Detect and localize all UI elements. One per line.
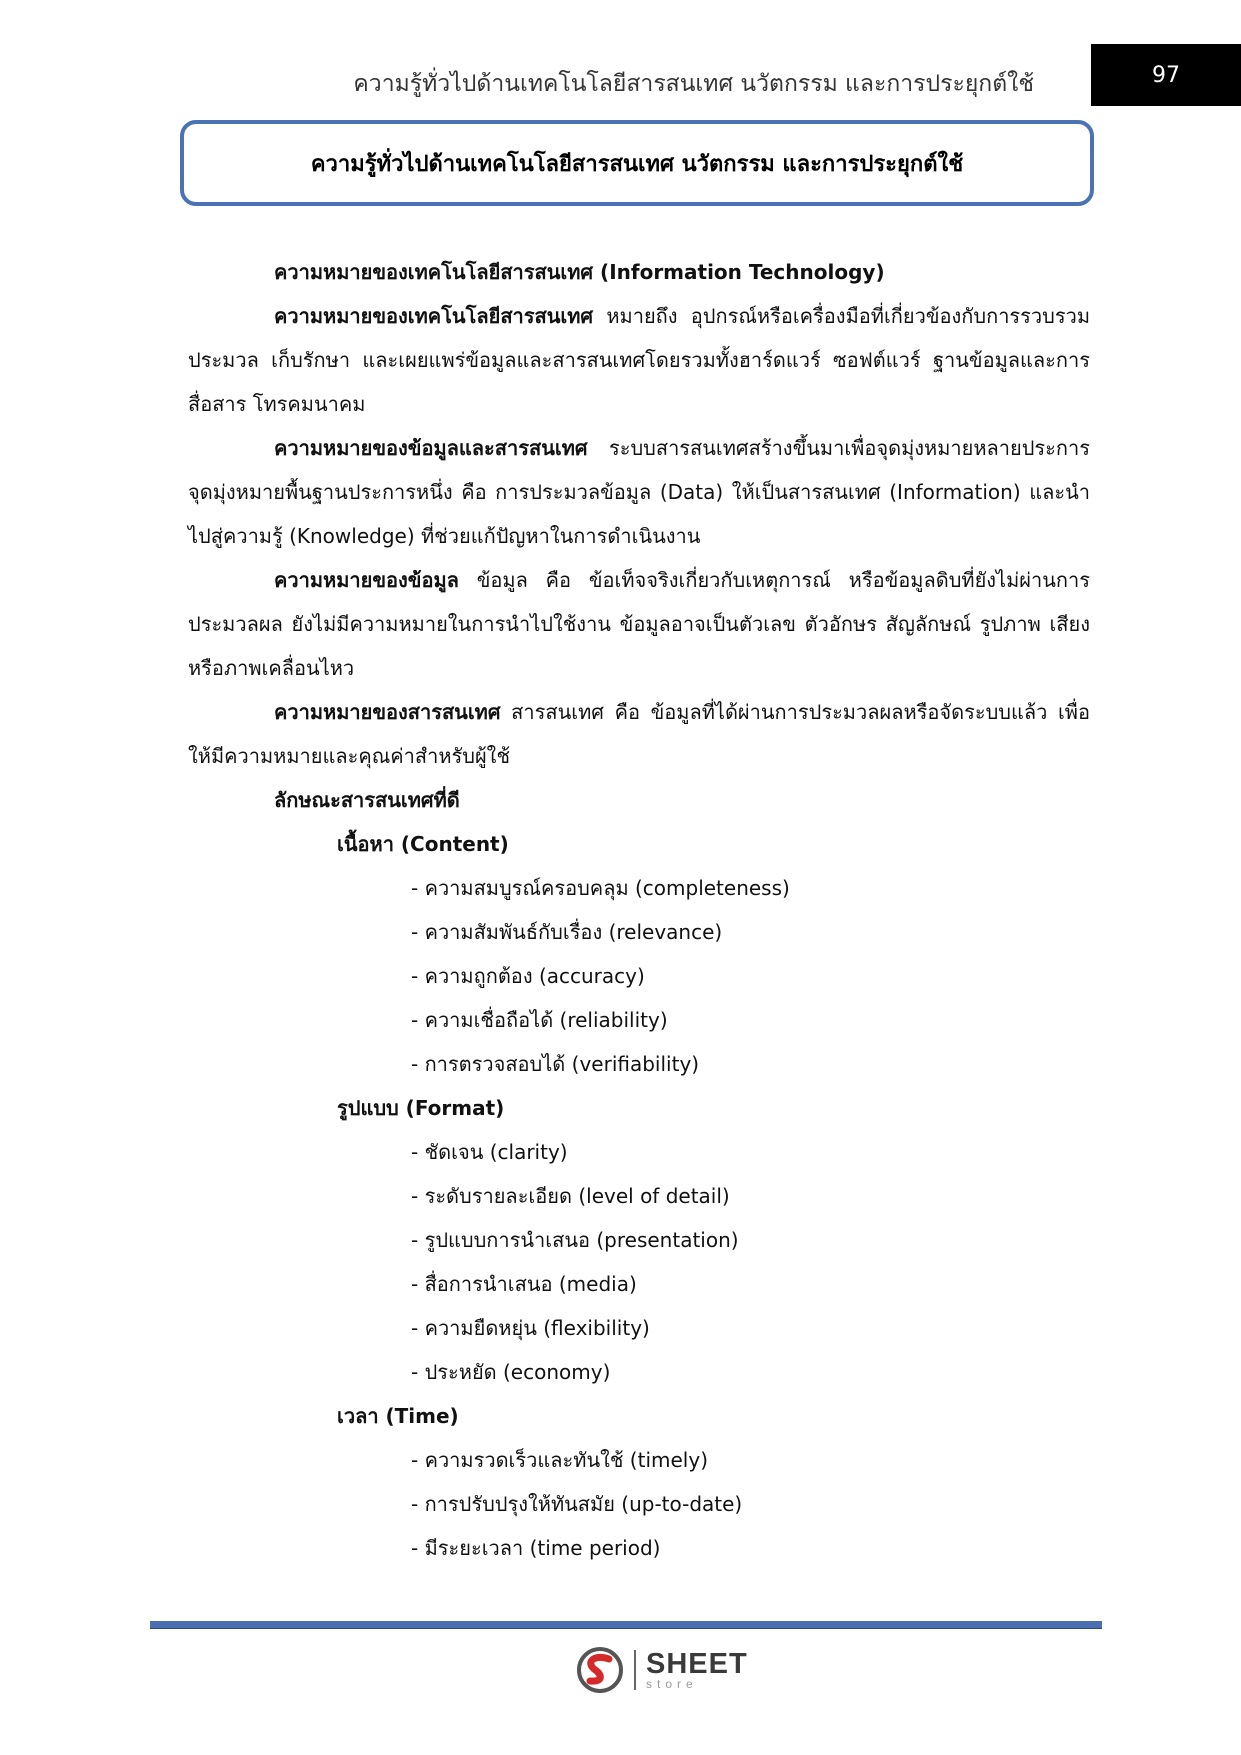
- list-item: - สื่อการนำเสนอ (media): [411, 1272, 637, 1296]
- list-item: - ความยืดหยุ่น (flexibility): [411, 1316, 650, 1340]
- term-info: ความหมายของสารสนเทศ: [274, 700, 501, 724]
- brand-subtitle: store: [646, 1677, 698, 1691]
- brand-name: SHEET: [646, 1648, 748, 1680]
- chapter-title-box: [180, 120, 1094, 206]
- paragraph-text: ระบบสารสนเทศสร้างขึ้นมาเพื่อจุดมุ่งหมายหลายประการจุดมุ่งหมายพื้นฐานประการหนึ่ง คือ การประมวลข้อมูล (Data) ให้เป็นสารสนเทศ (Information) และนำไปสู่ความรู้ (Knowledge) ที่ช่วยแก้ปัญหาในการดำเนินงาน: [188, 436, 1090, 548]
- running-header-title: ความรู้ทั่วไปด้านเทคโนโลยีสารสนเทศ นวัตกรรม และการประยุกต์ใช้: [353, 71, 1034, 97]
- paragraph-text: หมายถึง อุปกรณ์หรือเครื่องมือที่เกี่ยวข้องกับการรวบรวมประมวล เก็บรักษา และเผยแพร่ข้อมูลและสารสนเทศโดยรวมทั้งฮาร์ดแวร์ ซอฟต์แวร์ ฐานข้อมูลและการสื่อสาร โทรคมนาคม: [188, 304, 1090, 416]
- list-item: - ชัดเจน (clarity): [411, 1140, 568, 1164]
- paragraph-text: ข้อมูล คือ ข้อเท็จจริงเกี่ยวกับเหตุการณ์ หรือข้อมูลดิบที่ยังไม่ผ่านการประมวลผล ยังไม่มีความหมายในการนำไปใช้งาน ข้อมูลอาจเป็นตัวเลข ตัวอักษร สัญลักษณ์ รูปภาพ เสียง หรือภาพเคลื่อนไหว: [188, 568, 1090, 680]
- characteristics-heading: ลักษณะสารสนเทศที่ดี: [274, 788, 460, 812]
- term-it: ความหมายของเทคโนโลยีสารสนเทศ: [274, 304, 594, 328]
- paragraph-it-definition: [188, 294, 1090, 426]
- list-item: - ความถูกต้อง (accuracy): [411, 964, 645, 988]
- term-data: ความหมายของข้อมูล: [274, 568, 459, 592]
- list-item: - ความเชื่อถือได้ (reliability): [411, 1008, 668, 1032]
- sheet-store-s-logo-icon: [576, 1646, 624, 1694]
- list-item: - มีระยะเวลา (time period): [411, 1536, 661, 1560]
- paragraph-info-definition: [188, 690, 1090, 778]
- list-item: - ความสมบูรณ์ครอบคลุม (completeness): [411, 876, 790, 900]
- list-item: - การปรับปรุงให้ทันสมัย (up-to-date): [411, 1492, 743, 1516]
- paragraph-text: สารสนเทศ คือ ข้อมูลที่ได้ผ่านการประมวลผลหรือจัดระบบแล้ว เพื่อให้มีความหมายและคุณค่าสำหรับผู้ใช้: [188, 700, 1090, 768]
- logo-wordmark: [634, 1650, 748, 1690]
- section-heading: ความหมายของเทคโนโลยีสารสนเทศ (Information Technology): [274, 260, 885, 284]
- group-title-content: เนื้อหา (Content): [337, 832, 509, 856]
- group-title-time: เวลา (Time): [337, 1404, 459, 1428]
- paragraph-data-definition: [188, 558, 1090, 690]
- footer-logo: [576, 1646, 748, 1694]
- page-number: 97: [1152, 62, 1180, 88]
- list-item: - การตรวจสอบได้ (verifiability): [411, 1052, 700, 1076]
- document-body: [188, 250, 1090, 1570]
- list-item: - ระดับรายละเอียด (level of detail): [411, 1184, 730, 1208]
- group-title-format: รูปแบบ (Format): [337, 1096, 505, 1120]
- page-number-box: [1091, 44, 1241, 106]
- list-item: - ความสัมพันธ์กับเรื่อง (relevance): [411, 920, 723, 944]
- list-item: - ความรวดเร็วและทันใช้ (timely): [411, 1448, 708, 1472]
- chapter-title: ความรู้ทั่วไปด้านเทคโนโลยีสารสนเทศ นวัตกรรม และการประยุกต์ใช้: [310, 151, 964, 177]
- list-item: - ประหยัด (economy): [411, 1360, 611, 1384]
- footer-divider: [150, 1621, 1102, 1629]
- term-data-info: ความหมายของข้อมูลและสารสนเทศ: [274, 436, 588, 460]
- paragraph-data-info-definition: [188, 426, 1090, 558]
- list-item: - รูปแบบการนำเสนอ (presentation): [411, 1228, 739, 1252]
